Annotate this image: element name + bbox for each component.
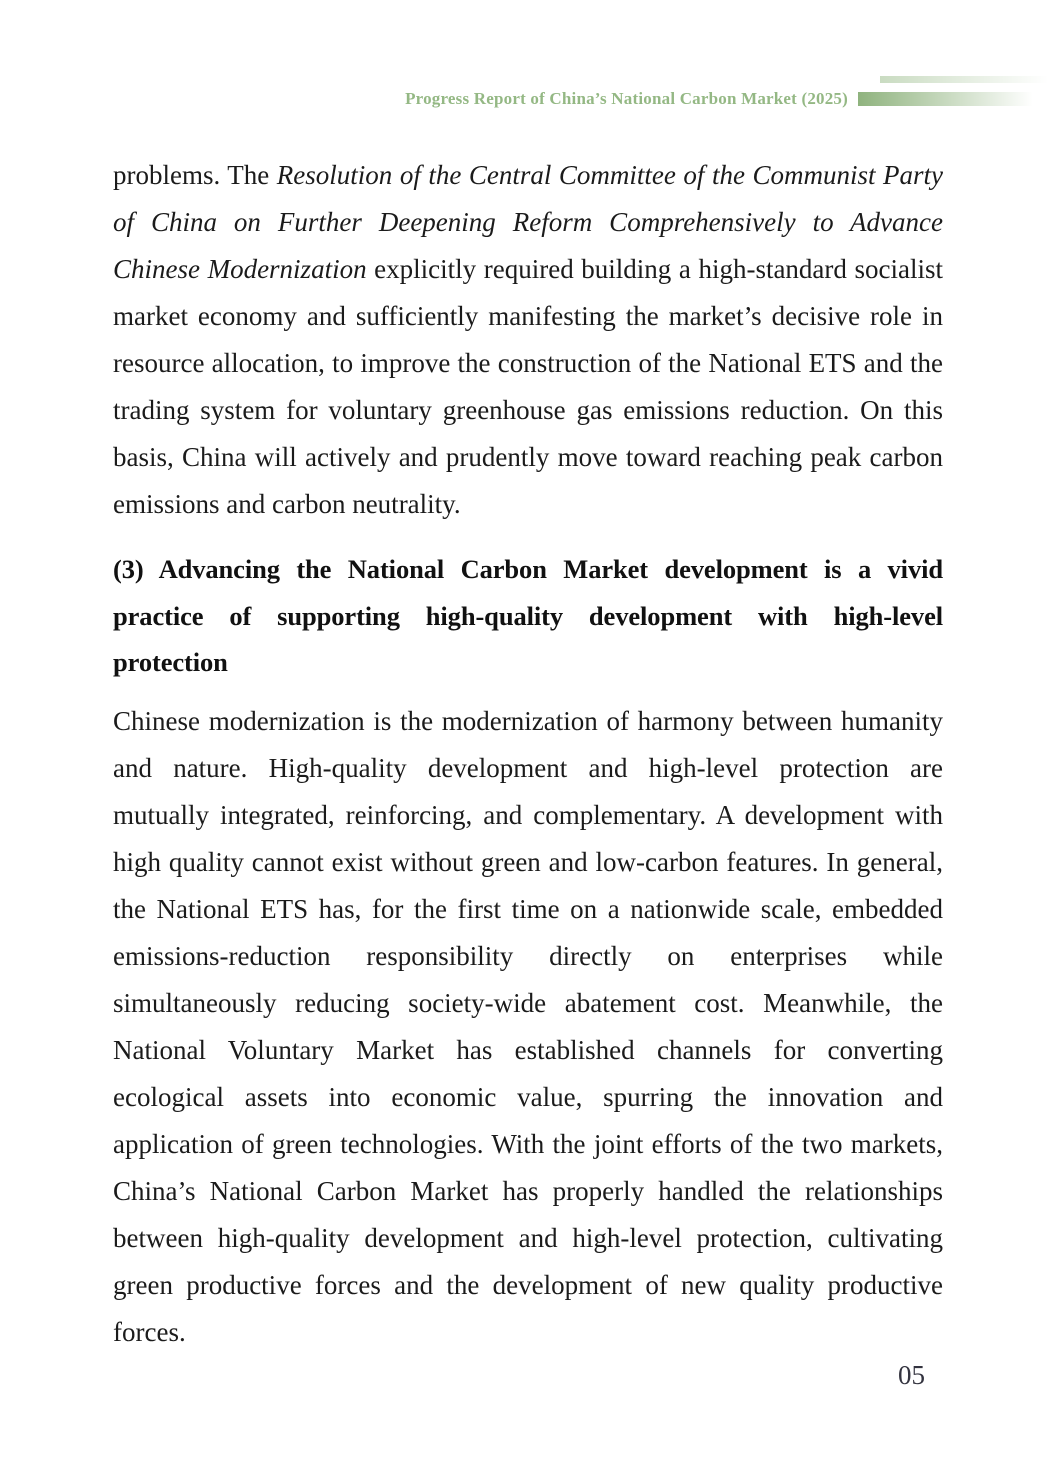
- section-heading: (3) Advancing the National Carbon Market development is a vivid practice of supporting high-quality development with high-level protection: [113, 554, 943, 677]
- paragraph-1-text-start: problems. The: [113, 160, 277, 190]
- page-body: [113, 152, 943, 1356]
- paragraph-1-italic-document-title: Resolution of the Central Committee of the Communist Party of China on Further Deepening Reform Comprehensively to Advance Chinese Modernization: [113, 160, 943, 284]
- paragraph-1-text-end: explicitly required building a high-standard socialist market economy and sufficiently manifesting the market’s decisive role in resource allocation, to improve the construction of the National ETS and the trading system for voluntary greenhouse gas emissions reduction. On this basis, China will actively and prudently move toward reaching peak carbon emissions and carbon neutrality.: [113, 254, 943, 519]
- paragraph-1: [113, 152, 943, 528]
- paragraph-2: Chinese modernization is the modernization of harmony between humanity and nature. High-quality development and high-level protection are mutually integrated, reinforcing, and complementary. A development with high quality cannot exist without green and low-carbon features. In general, the National ETS has, for the first time on a nationwide scale, embedded emissions-reduction responsibility directly on enterprises while simultaneously reducing society-wide abatement cost. Meanwhile, the National Voluntary Market has established channels for converting ecological assets into economic value, spurring the innovation and application of green technologies. With the joint efforts of the two markets, China’s National Carbon Market has properly handled the relationships between high-quality development and high-level protection, cultivating green productive forces and the development of new quality productive forces.: [113, 705, 943, 1347]
- header-accent-bar: [858, 92, 1048, 106]
- page-number: 05: [898, 1360, 925, 1390]
- running-header-title: Progress Report of China’s National Carbon Market (2025): [405, 89, 848, 108]
- header-accent-bar-thin: [880, 76, 1048, 83]
